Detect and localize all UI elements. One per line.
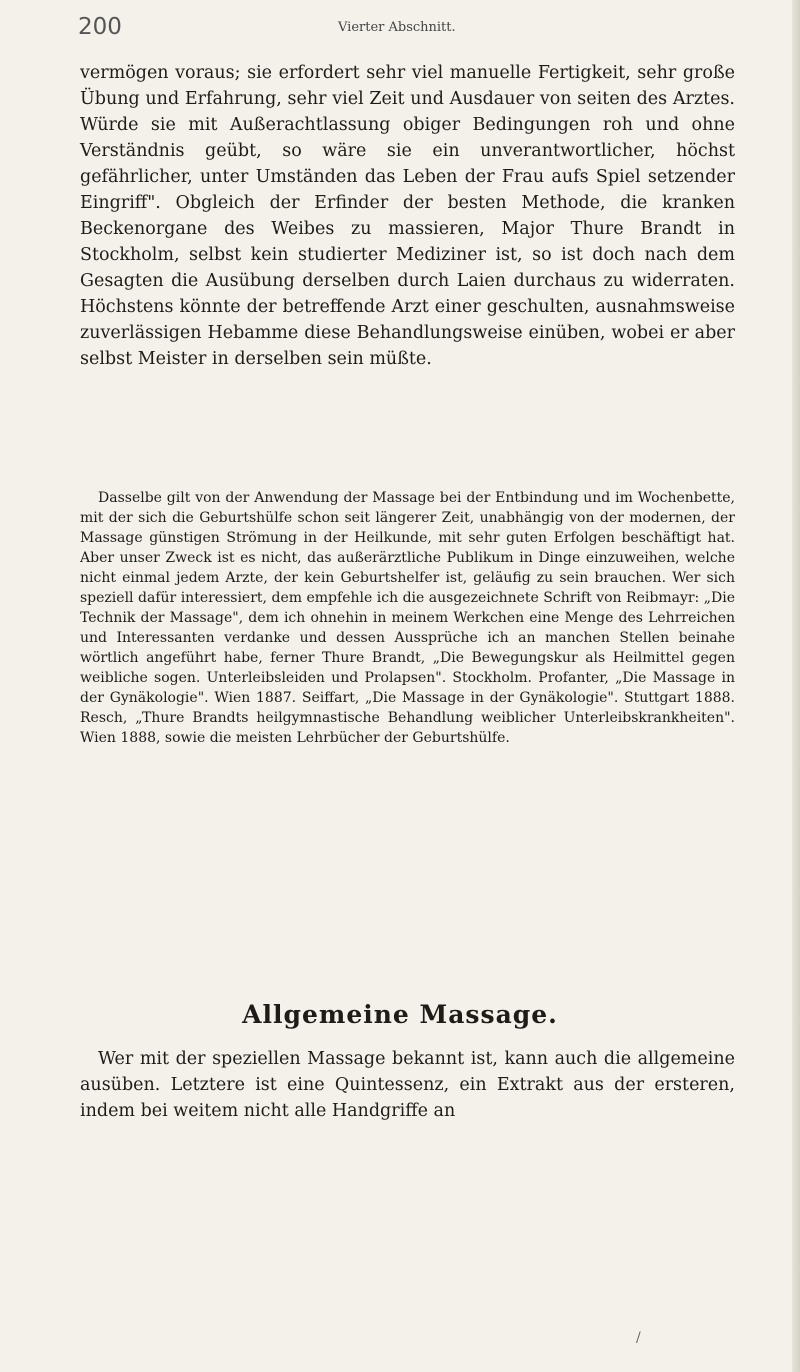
section-heading: Allgemeine Massage. (242, 1000, 558, 1029)
page-number: 200 (78, 14, 122, 40)
section-paragraph: Wer mit der speziellen Massage bekannt ist, kann auch die allgemeine ausüben. Letztere ist eine Quintessenz, ein Extrakt aus der ersteren, indem bei weitem nicht alle Handgriffe an (80, 1049, 735, 1121)
running-head: Vierter Abschnitt. (338, 20, 456, 35)
footnote-block (80, 488, 735, 748)
stray-mark: / (636, 1330, 641, 1346)
footnote-text: Dasselbe gilt von der Anwendung der Massage bei der Entbindung und im Wochenbette, mit der sich die Geburtshülfe schon seit längerer Zeit, unabhängig von der modernen, der Massage günstigen Strömung in der Heilkunde, mit sehr guten Erfolgen beschäftigt hat. Aber unser Zweck ist es nicht, das außerärztliche Publikum in Dinge einzuweihen, welche nicht einmal jedem Arzte, der kein Geburtshelfer ist, geläufig zu sein brauchen. Wer sich speziell dafür interessiert, dem empfehle ich die ausgezeichnete Schrift von Reibmayr: „Die Technik der Massage", dem ich ohnehin in meinem Werkchen eine Menge des Lehrreichen und Interessanten verdanke und dessen Aussprüche ich an manchen Stellen beinahe wörtlich angeführt habe, ferner Thure Brandt, „Die Bewegungskur als Heilmittel gegen weibliche sogen. Unterleibsleiden und Prolapsen". Stockholm. Profanter, „Die Massage in der Gynäkologie". Wien 1887. Seiffart, „Die Massage in der Gynäkologie". Stuttgart 1888. Resch, „Thure Brandts heilgymnastische Behandlung weiblicher Unterleibskrankheiten". Wien 1888, sowie die meisten Lehrbücher der Geburtshülfe. (80, 490, 735, 746)
section-paragraph-block (80, 1046, 735, 1124)
page-edge (792, 0, 800, 1372)
main-paragraph: vermögen voraus; sie erfordert sehr viel manuelle Fertigkeit, sehr große Übung und Erfahrung, sehr viel Zeit und Ausdauer von seiten des Arztes. Würde sie mit Außerachtlassung obiger Bedingungen roh und ohne Verständnis geübt, so wäre sie ein unverantwortlicher, höchst gefährlicher, unter Umständen das Leben der Frau aufs Spiel setzender Eingriff". Obgleich der Erfinder der besten Methode, die kranken Beckenorgane des Weibes zu massieren, Major Thure Brandt in Stockholm, selbst kein studierter Mediziner ist, so ist doch nach dem Gesagten die Ausübung derselben durch Laien durchaus zu widerraten. Höchstens könnte der betreffende Arzt einer geschulten, ausnahmsweise zuverlässigen Hebamme diese Behandlungsweise einüben, wobei er aber selbst Meister in derselben sein müßte. (80, 63, 735, 369)
page-header (78, 14, 738, 44)
main-paragraph-block (80, 60, 735, 372)
